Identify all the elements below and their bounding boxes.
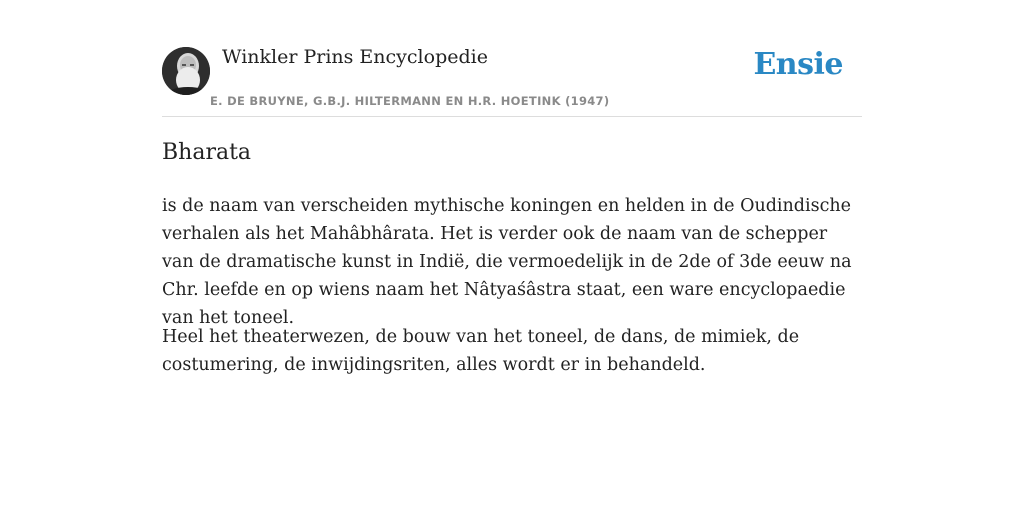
header [162, 0, 862, 117]
article-title: Bharata [162, 140, 252, 165]
publication-title[interactable]: Winkler Prins Encyclopedie [222, 46, 488, 68]
author-avatar [162, 47, 210, 95]
page-container [162, 0, 862, 375]
publication-authors: E. DE BRUYNE, G.B.J. HILTERMANN EN H.R. HOETINK (1947) [210, 94, 610, 108]
article-paragraph: is de naam van verscheiden mythische koningen en helden in de Oudindische verhalen als het Mahâbhârata. Het is verder ook de naam van de schepper van de dramatische kunst in Indië, die vermoedelijk in de 2de of 3de eeuw na Chr. leefde en op wiens naam het Nâtyaśâstra staat, een ware encyclopaedie van het toneel. [162, 196, 852, 328]
author-portrait-icon [162, 47, 210, 95]
ensie-logo-link[interactable]: Ensie [753, 47, 843, 82]
article-paragraph: Heel het theaterwezen, de bouw van het toneel, de dans, de mimiek, de costumering, de inwijdingsriten, alles wordt er in behandeld. [162, 327, 800, 375]
